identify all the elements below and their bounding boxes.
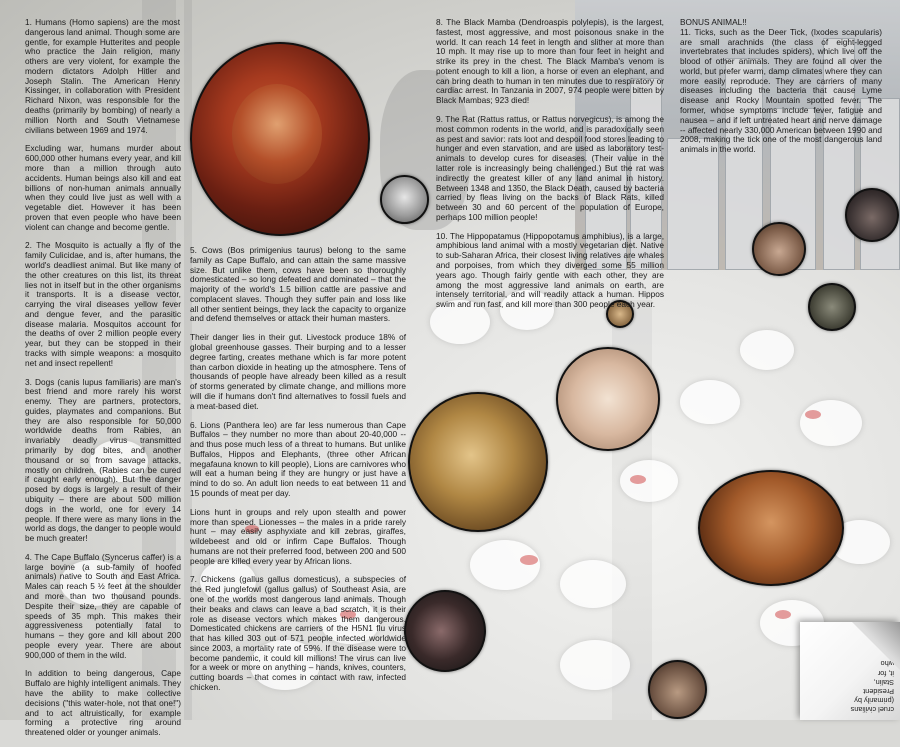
text-column-1	[25, 18, 181, 747]
paragraph-cows-2: Their danger lies in their gut. Livestock produce 18% of global greenhouse gasses. Their burping and to a lesser degree farting, creates methane which is far more potent than carbon dioxide in heating up the atmosphere. Tens of thousands of people have already been killed as a result of storms generated by climate change, and millions more will die if humans don't find alternatives to fossil fuels and a meat-based diet.	[190, 332, 406, 411]
paragraph-chickens: 7. Chickens (gallus gallus domesticus), a subspecies of the Red junglefowl (gallus gallus) of Southeast Asia, are one of the worlds most dangerous land animals. Though their beaks and claws can leave a bad scratch, it is their role as disease vectors which makes them dangerous. Domesticated chickens are carriers of the H5N1 flu virus that has killed 303 out of 571 people infected worldwide since 2003, a mortality rate of 59%. If the disease were to become pandemic, it could kill millions! The virus can live for a week or more on anything – hands, knives, counters, cutting boards – that comes in contact with raw, infected chicken.	[190, 574, 406, 693]
paragraph-cape-buffalo-2: In addition to being dangerous, Cape Buffalo are highly intelligent animals. They have the ability to make collective decisions ("this water-hole, not that one!") and to act altruistically, for example forming a protective ring around threatened older or younger animals.	[25, 668, 181, 738]
paragraph-lions-2: Lions hunt in groups and rely upon stealth and power more than speed. Lionesses – the males in a pride rarely hunt – may easily asphyxiate and kill zebras, giraffes, wildebeest and old or infirm Cape Buffalos. Though humans are not their preferred food, between 200 and 500 people are killed every year by African lions.	[190, 506, 406, 566]
portrait-photo-circle	[380, 175, 429, 224]
text-column-4	[680, 18, 882, 164]
cape-buffalo-photo-circle	[845, 188, 899, 242]
mouse-photo-circle	[648, 660, 707, 719]
text-column-3	[436, 18, 664, 319]
paragraph-cape-buffalo: 4. The Cape Buffalo (Syncerus caffer) is a large bovine (a sub-family of hoofed animals) native to South and East Africa. Males can reach 5 ½ feet at the shoulder and more than two thousand pounds. Despite their size, they are capable of speeds of 35 mph. This makes their aggressiveness potentially fatal to humans – they gore and kill about 200 people every year. There are about 900,000 of them in the wild.	[25, 551, 181, 660]
paragraph-cows: 5. Cows (Bos primigenius taurus) belong to the same family as Cape Buffalo, and can attain the same massive size. But unlike them, cows have been so thoroughly domesticated – so long defeated and dominated – that the majority of the world's 1.5 billion cattle are passive and complacent slaves. Though they suffer pain and loss like all other sentient beings, they lack the capacity to organize and defend themselves or attack their human masters.	[190, 245, 406, 324]
rat-photo-circle	[752, 222, 806, 276]
tick-photo-circle	[190, 42, 370, 236]
chickens-photo-circle	[556, 347, 660, 451]
paragraph-hippo: 10. The Hippopatamus (Hippopotamus amphibius), is a large, amphibious land animal with a mostly vegetarian diet. Native to sub-Saharan Africa, their closest living relatives are whales and porpoises, from which they diverged some 55 million years ago. Though fairly gentle with each other, they are among the most aggressive land animals on earth, are intensely territorial, and will readily attack a human. Hippos swim and run fast, and kill more than 300 people each year.	[436, 230, 664, 310]
paragraph-black-mamba: 8. The Black Mamba (Dendroaspis polylepis), is the largest, fastest, most aggressive, and most poisonous snake in the world. It can reach 14 feet in length and slither at more than 10 mph. It may rise up to more than four feet in height and strike its prey in the chest. The Black Mamba's venom is potent enough to kill a lion, a horse or even an elephant, and can bring death to human in ten minutes due to respiratory or cardiac arrest. In Tanzania in 2007, 974 people were bitten by Black Mambas; 923 died!	[436, 17, 664, 106]
black-mamba-photo-circle	[808, 283, 856, 331]
paragraph-lions: 6. Lions (Panthera leo) are far less numerous than Cape Buffalos – they number no more than about 20-40,000 -- and thus pose much less of a threat to humans. But unlike Buffalos, Hippos and Elephants, (three other African megafauna known to kill people), Lions are carnivores who will eat a human being if they are hungry or just have a mind to do so. An adult lion needs to eat between 11 and 15 pounds of meat per day.	[190, 419, 406, 498]
paragraph-humans: 1. Humans (Homo sapiens) are the most dangerous land animal. Though some are gentle, for example Hutterites and people who practice the Jain religion, many others are very violent, for example the modern dictators Adolph Hitler and Joseph Stalin. The American Henry Kissinger, in collaboration with President Richard Nixon, was responsible for the deaths (primarily by bombing) of nearly a million North and South Vietnamese civilians between 1969 and 1974.	[25, 17, 180, 135]
paragraph-rat: 9. The Rat (Rattus rattus, or Rattus norvegicus), is among the most common rodents in the world, and is paradoxically seen as pest and savior: rats loot and despoil food stores leading to hunger and even starvation, and are used as laboratory test-animals to develop cures for diseases. (Their value in the latter role is increasingly being challenged.) But the rat was indirectly the greatest killer of any land animal in history. Between 1348 and 1350, the Black Death, caused by bacteria carried by fleas living on the backs of Black Rats, killed between 30 and 60 percent of the population of Europe, perhaps 100 million people!	[436, 114, 664, 222]
paragraph-dogs: 3. Dogs (canis lupus familiaris) are man's best friend and more rarely his worst enemy. They are partners, protectors, guides, playmates and companions. But they are also responsible for 50,000 worldwide deaths from Rabies, an invariably deadly virus transmitted primarily by dog bites, and another thousand or so from savage attacks, mostly on children. (Rabies can be cured if caught early enough). But the danger posed by dogs is largely a result of their ubiquity – there are about 500 million dogs in the world, one for every 14 people. If there were as many lions in the world as dogs, the danger to people would be much greater!	[25, 376, 181, 544]
paragraph-ticks: 11. Ticks, such as the Deer Tick, (Ixodes scapularis) are small arachnids (the class of eight-legged invertebrates that includes spiders), which live off the blood of other animals. They are found all over the world, but prefer warm, damp climates where they can more easily reproduce. They are carriers of many diseases including the bacteria that cause Lyme disease and Rocky Mountain spotted fever. The former, whose symptoms include fever, fatigue and nausea – and if left untreated heart and nerve damage -- affected nearly 330,000 American between 1990 and 2008, making the tick one of the most dangerous land animals in the world.	[680, 26, 882, 155]
text-column-2	[190, 246, 406, 702]
paragraph-humans-2: Excluding war, humans murder about 600,000 other humans every year, and kill more than a million through auto accidents. Human beings also kill and eat billions of non-human animals annually when they could live just as well with a vegetable diet. However it has been proven that even people who have been violent can change and become gentle.	[25, 143, 181, 232]
page-curl-mirrored-text: cruel civilians (primarily by President Stalin, it, for who	[850, 659, 894, 714]
bonus-animal-heading: BONUS ANIMAL!!	[680, 17, 747, 27]
dog-photo-circle	[404, 590, 486, 672]
hippo-photo-circle	[698, 470, 844, 586]
page-curl[interactable]	[800, 622, 900, 720]
paragraph-mosquito: 2. The Mosquito is actually a fly of the family Culicidae, and is, after humans, the world's deadliest animal. But like many of the other creatures on this list, its threat lies not in itself but in the other organisms it transports. It is a disease vector, carrying the viral diseases yellow fever and dengue fever, and the parasitic disease malaria. Mosquitos account for the deaths of over 2 million people every year, but they can be stopped in their tracks with simple weapons: a mosquito net and insect repellent!	[25, 240, 181, 368]
lion-photo-circle	[408, 392, 548, 532]
